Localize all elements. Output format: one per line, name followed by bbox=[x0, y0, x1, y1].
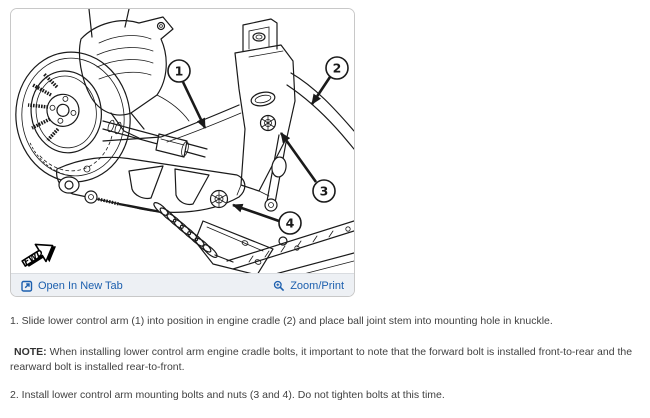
instruction-step-1: 1. Slide lower control arm (1) into position in engine cradle (2) and place ball joint stem into mounting hole in knuckle. bbox=[10, 315, 553, 327]
callout-2-label: 2 bbox=[332, 60, 342, 76]
suspension-line-art bbox=[11, 9, 354, 273]
instruction-step-2: 2. Install lower control arm mounting bolts and nuts (3 and 4). Do not tighten bolts at this time. bbox=[10, 388, 445, 401]
suspension-diagram bbox=[11, 9, 354, 273]
instructions bbox=[10, 314, 642, 418]
fwd-arrow bbox=[18, 236, 61, 273]
figure-card bbox=[10, 8, 355, 297]
magnifier-icon bbox=[273, 280, 285, 292]
open-in-new-tab-link[interactable] bbox=[21, 280, 123, 292]
brake-rotor bbox=[11, 45, 138, 190]
open-in-new-tab-label: Open In New Tab bbox=[38, 279, 123, 292]
zoom-print-label: Zoom/Print bbox=[290, 279, 344, 292]
figure-links-bar bbox=[11, 273, 354, 297]
open-in-new-tab-icon bbox=[21, 280, 33, 292]
callout-2 bbox=[312, 57, 348, 104]
rear-mounting-bolt bbox=[211, 191, 228, 208]
callout-3 bbox=[281, 133, 335, 202]
callout-1-label: 1 bbox=[174, 63, 184, 79]
callout-4-label: 4 bbox=[285, 215, 295, 231]
zoom-print-link[interactable] bbox=[273, 280, 344, 292]
wheel-studs bbox=[28, 74, 58, 141]
instruction-note bbox=[10, 345, 642, 376]
front-mounting-bolt bbox=[261, 116, 276, 131]
callout-3-label: 3 bbox=[319, 183, 329, 199]
fwd-arrow-label: FWD bbox=[22, 248, 45, 267]
note-label: NOTE: bbox=[14, 345, 47, 358]
skid-plate bbox=[195, 221, 273, 273]
engine-cradle-rail bbox=[287, 73, 354, 149]
note-text: When installing lower control arm engine cradle bolts, it important to note that the forward bolt is installed front-to-rear and the rearward bolt is installed rear-to-front. bbox=[10, 345, 633, 373]
